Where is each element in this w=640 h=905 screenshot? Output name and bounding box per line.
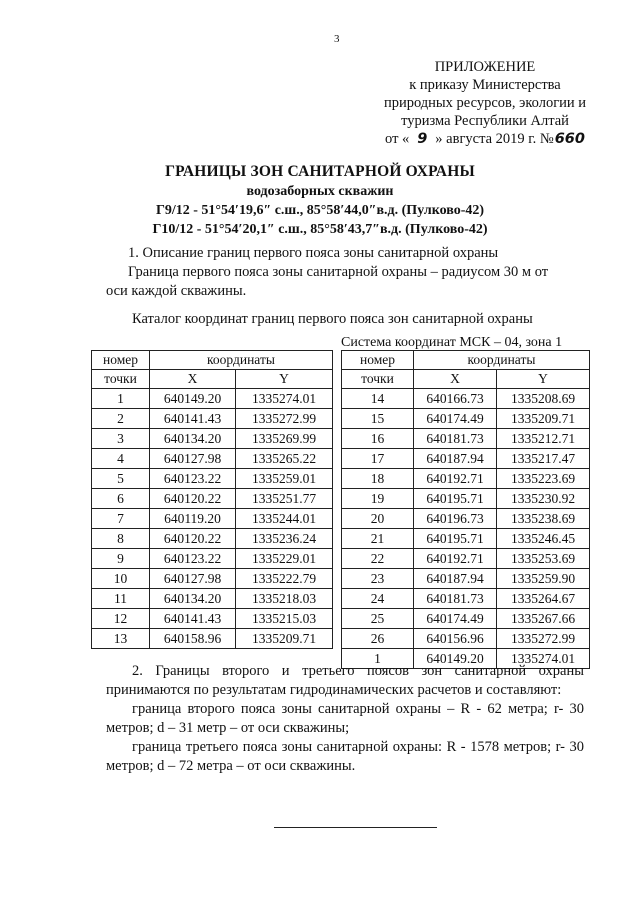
point-number-cell: 9 xyxy=(92,549,150,569)
header-point-number: номер xyxy=(92,351,150,370)
point-number-cell: 19 xyxy=(342,489,414,509)
table-row xyxy=(92,429,333,449)
y-coordinate-cell: 1335236.24 xyxy=(236,529,333,549)
y-coordinate-cell: 1335274.01 xyxy=(236,389,333,409)
x-coordinate-cell: 640192.71 xyxy=(414,469,497,489)
x-coordinate-cell: 640174.49 xyxy=(414,409,497,429)
closing-rule xyxy=(274,827,437,828)
point-number-cell: 26 xyxy=(342,629,414,649)
table-row xyxy=(92,569,333,589)
y-coordinate-cell: 1335267.66 xyxy=(497,609,590,629)
section-2 xyxy=(106,662,584,776)
y-coordinate-cell: 1335272.99 xyxy=(497,629,590,649)
table-row xyxy=(92,609,333,629)
coordinates-table-left xyxy=(91,350,333,649)
header-y: Y xyxy=(497,370,590,389)
x-coordinate-cell: 640196.73 xyxy=(414,509,497,529)
x-coordinate-cell: 640134.20 xyxy=(150,429,236,449)
title-line-3: Г9/12 - 51°54′19,6″ с.ш., 85°58′44,0″в.д. (Пулково-42) xyxy=(155,203,485,218)
x-coordinate-cell: 640120.22 xyxy=(150,529,236,549)
y-coordinate-cell: 1335215.03 xyxy=(236,609,333,629)
point-number-cell: 1 xyxy=(92,389,150,409)
date-middle: » августа 2019 г. № xyxy=(435,131,554,147)
section-1-text-line-2: оси каждой скважины. xyxy=(106,283,247,299)
header-coordinates: координаты xyxy=(150,351,333,370)
point-number-cell: 24 xyxy=(342,589,414,609)
x-coordinate-cell: 640149.20 xyxy=(414,649,497,669)
table-row xyxy=(342,569,590,589)
y-coordinate-cell: 1335274.01 xyxy=(497,649,590,669)
table-row xyxy=(342,509,590,529)
y-coordinate-cell: 1335212.71 xyxy=(497,429,590,449)
point-number-cell: 18 xyxy=(342,469,414,489)
point-number-cell: 16 xyxy=(342,429,414,449)
table-row xyxy=(342,409,590,429)
y-coordinate-cell: 1335223.69 xyxy=(497,469,590,489)
table-row xyxy=(342,529,590,549)
y-coordinate-cell: 1335209.71 xyxy=(236,629,333,649)
table-row xyxy=(92,389,333,409)
y-coordinate-cell: 1335259.90 xyxy=(497,569,590,589)
y-coordinate-cell: 1335259.01 xyxy=(236,469,333,489)
header-point-number: номер xyxy=(342,351,414,370)
table-row xyxy=(92,529,333,549)
coordinates-table-right-body xyxy=(342,389,590,669)
handwritten-order-number: 660 xyxy=(554,131,585,147)
y-coordinate-cell: 1335218.03 xyxy=(236,589,333,609)
point-number-cell: 25 xyxy=(342,609,414,629)
y-coordinate-cell: 1335272.99 xyxy=(236,409,333,429)
point-number-cell: 17 xyxy=(342,449,414,469)
header-coordinates: координаты xyxy=(414,351,590,370)
x-coordinate-cell: 640156.96 xyxy=(414,629,497,649)
section-2-paragraph-1: 2. Границы второго и третьего поясов зон санитарной охраны принимаются по результатам гидродинамических расчетов и составляют: xyxy=(106,663,584,698)
x-coordinate-cell: 640134.20 xyxy=(150,589,236,609)
point-number-cell: 23 xyxy=(342,569,414,589)
table-row xyxy=(342,449,590,469)
coordinates-table-right xyxy=(341,350,590,669)
table-row xyxy=(92,509,333,529)
table-row xyxy=(342,589,590,609)
y-coordinate-cell: 1335208.69 xyxy=(497,389,590,409)
header-x: X xyxy=(414,370,497,389)
point-number-cell: 7 xyxy=(92,509,150,529)
coordinate-system-label: Система координат МСК – 04, зона 1 xyxy=(341,335,563,350)
y-coordinate-cell: 1335238.69 xyxy=(497,509,590,529)
x-coordinate-cell: 640195.71 xyxy=(414,489,497,509)
y-coordinate-cell: 1335229.01 xyxy=(236,549,333,569)
y-coordinate-cell: 1335246.45 xyxy=(497,529,590,549)
section-1-heading: 1. Описание границ первого пояса зоны санитарной охраны xyxy=(128,245,499,261)
table-row xyxy=(342,489,590,509)
y-coordinate-cell: 1335269.99 xyxy=(236,429,333,449)
header-x: X xyxy=(150,370,236,389)
y-coordinate-cell: 1335222.79 xyxy=(236,569,333,589)
point-number-cell: 20 xyxy=(342,509,414,529)
table-row xyxy=(92,449,333,469)
x-coordinate-cell: 640127.98 xyxy=(150,569,236,589)
point-number-cell: 14 xyxy=(342,389,414,409)
x-coordinate-cell: 640120.22 xyxy=(150,489,236,509)
catalog-title: Каталог координат границ первого пояса зон санитарной охраны xyxy=(132,311,533,327)
x-coordinate-cell: 640174.49 xyxy=(414,609,497,629)
point-number-cell: 2 xyxy=(92,409,150,429)
table-row xyxy=(342,389,590,409)
x-coordinate-cell: 640127.98 xyxy=(150,449,236,469)
point-number-cell: 15 xyxy=(342,409,414,429)
table-row xyxy=(342,609,590,629)
section-1-text-line-1: Граница первого пояса зоны санитарной охраны – радиусом 30 м от xyxy=(128,264,549,280)
x-coordinate-cell: 640119.20 xyxy=(150,509,236,529)
point-number-cell: 12 xyxy=(92,609,150,629)
title-line-2: водозаборных скважин xyxy=(246,184,394,199)
header-y: Y xyxy=(236,370,333,389)
y-coordinate-cell: 1335253.69 xyxy=(497,549,590,569)
point-number-cell: 10 xyxy=(92,569,150,589)
title-line-1: ГРАНИЦЫ ЗОН САНИТАРНОЙ ОХРАНЫ xyxy=(165,163,475,180)
table-row xyxy=(92,549,333,569)
point-number-cell: 1 xyxy=(342,649,414,669)
y-coordinate-cell: 1335244.01 xyxy=(236,509,333,529)
point-number-cell: 21 xyxy=(342,529,414,549)
handwritten-day: 9 xyxy=(417,131,428,147)
x-coordinate-cell: 640123.22 xyxy=(150,549,236,569)
y-coordinate-cell: 1335265.22 xyxy=(236,449,333,469)
x-coordinate-cell: 640141.43 xyxy=(150,609,236,629)
appendix-title: ПРИЛОЖЕНИЕ xyxy=(434,59,536,75)
point-number-cell: 4 xyxy=(92,449,150,469)
x-coordinate-cell: 640149.20 xyxy=(150,389,236,409)
point-number-cell: 22 xyxy=(342,549,414,569)
table-row xyxy=(342,549,590,569)
x-coordinate-cell: 640195.71 xyxy=(414,529,497,549)
coordinates-table-left-body xyxy=(92,389,333,649)
header-point: точки xyxy=(342,370,414,389)
y-coordinate-cell: 1335217.47 xyxy=(497,449,590,469)
x-coordinate-cell: 640192.71 xyxy=(414,549,497,569)
date-prefix: от « xyxy=(385,131,410,147)
document-title xyxy=(0,162,640,239)
y-coordinate-cell: 1335230.92 xyxy=(497,489,590,509)
appendix-ministry-line: природных ресурсов, экологии и xyxy=(383,95,587,111)
point-number-cell: 8 xyxy=(92,529,150,549)
appendix-date-line xyxy=(370,130,600,148)
x-coordinate-cell: 640141.43 xyxy=(150,409,236,429)
x-coordinate-cell: 640181.73 xyxy=(414,429,497,449)
appendix-block xyxy=(370,58,600,148)
point-number-cell: 6 xyxy=(92,489,150,509)
x-coordinate-cell: 640187.94 xyxy=(414,449,497,469)
table-row xyxy=(342,469,590,489)
x-coordinate-cell: 640158.96 xyxy=(150,629,236,649)
x-coordinate-cell: 640123.22 xyxy=(150,469,236,489)
point-number-cell: 3 xyxy=(92,429,150,449)
y-coordinate-cell: 1335251.77 xyxy=(236,489,333,509)
table-row xyxy=(92,589,333,609)
table-row xyxy=(92,489,333,509)
y-coordinate-cell: 1335264.67 xyxy=(497,589,590,609)
x-coordinate-cell: 640166.73 xyxy=(414,389,497,409)
section-2-paragraph-3: граница третьего пояса зоны санитарной охраны: R - 1578 метров; r- 30 метров; d – 72 метра – от оси скважины. xyxy=(106,739,584,774)
header-point: точки xyxy=(92,370,150,389)
table-row xyxy=(342,429,590,449)
point-number-cell: 11 xyxy=(92,589,150,609)
title-line-4: Г10/12 - 51°54′20,1″ с.ш., 85°58′43,7″в.д. (Пулково-42) xyxy=(152,222,488,237)
table-row xyxy=(92,409,333,429)
table-row xyxy=(342,629,590,649)
appendix-ministry-line-2: туризма Республики Алтай xyxy=(401,113,569,129)
point-number-cell: 13 xyxy=(92,629,150,649)
x-coordinate-cell: 640187.94 xyxy=(414,569,497,589)
x-coordinate-cell: 640181.73 xyxy=(414,589,497,609)
page-number: 3 xyxy=(334,33,340,45)
point-number-cell: 5 xyxy=(92,469,150,489)
y-coordinate-cell: 1335209.71 xyxy=(497,409,590,429)
section-1 xyxy=(106,244,576,301)
section-2-paragraph-2: граница второго пояса зоны санитарной охраны – R - 62 метра; r- 30 метров; d – 31 метр – от оси скважины; xyxy=(106,701,584,736)
appendix-order-line: к приказу Министерства xyxy=(409,77,561,93)
table-row xyxy=(92,629,333,649)
table-row xyxy=(92,469,333,489)
